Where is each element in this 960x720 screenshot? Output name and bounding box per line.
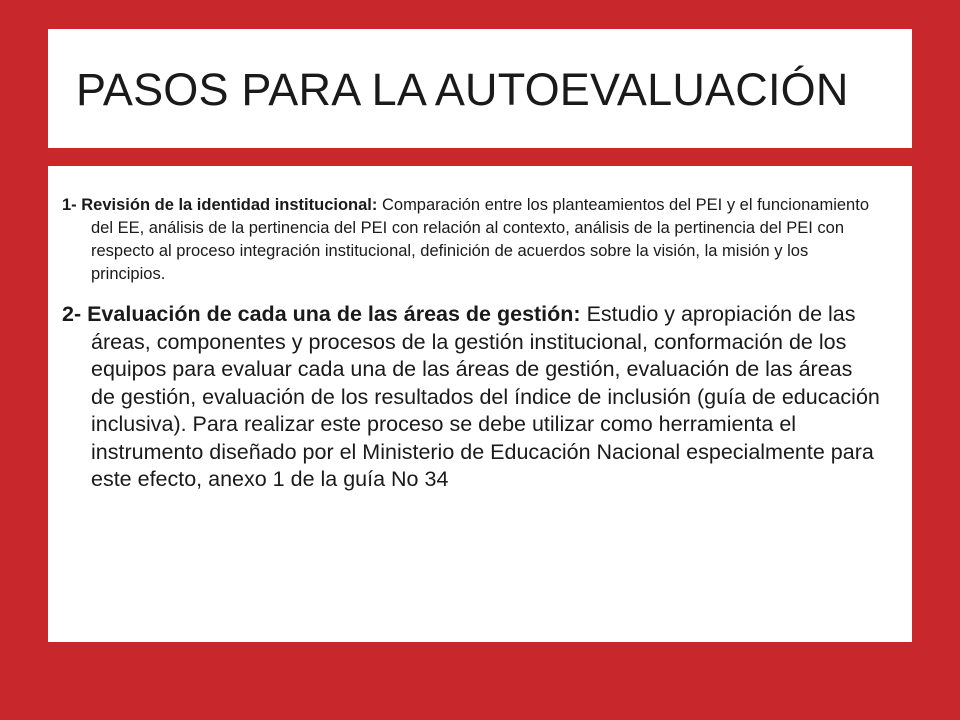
step-1-paragraph <box>62 194 882 286</box>
step-1-body: Comparación entre los planteamientos del PEI y el funcionamiento del EE, análisis de la pertinencia del PEI con relación al contexto, análisis de la pertinencia del PEI con respecto al proceso integración institucional, definición de acuerdos sobre la visión, la misión y los principios. <box>91 196 869 283</box>
step-2-heading: 2- Evaluación de cada una de las áreas de gestión: <box>62 302 581 326</box>
title-panel <box>48 29 912 148</box>
step-2-paragraph <box>62 301 882 494</box>
slide-title: PASOS PARA LA AUTOEVALUACIÓN <box>76 64 849 115</box>
step-2-body: Estudio y apropiación de las áreas, componentes y procesos de la gestión institucional, conformación de los equipos para evaluar cada una de las áreas de gestión, evaluación de las áreas de gestión, evaluación de los resultados del índice de inclusión (guía de educación inclusiva). Para realizar este proceso se debe utilizar como herramienta el instrumento diseñado por el Ministerio de Educación Nacional especialmente para este efecto, anexo 1 de la guía No 34 <box>91 302 880 491</box>
step-1-heading: 1- Revisión de la identidad institucional: <box>62 196 378 214</box>
content-panel <box>48 166 912 642</box>
